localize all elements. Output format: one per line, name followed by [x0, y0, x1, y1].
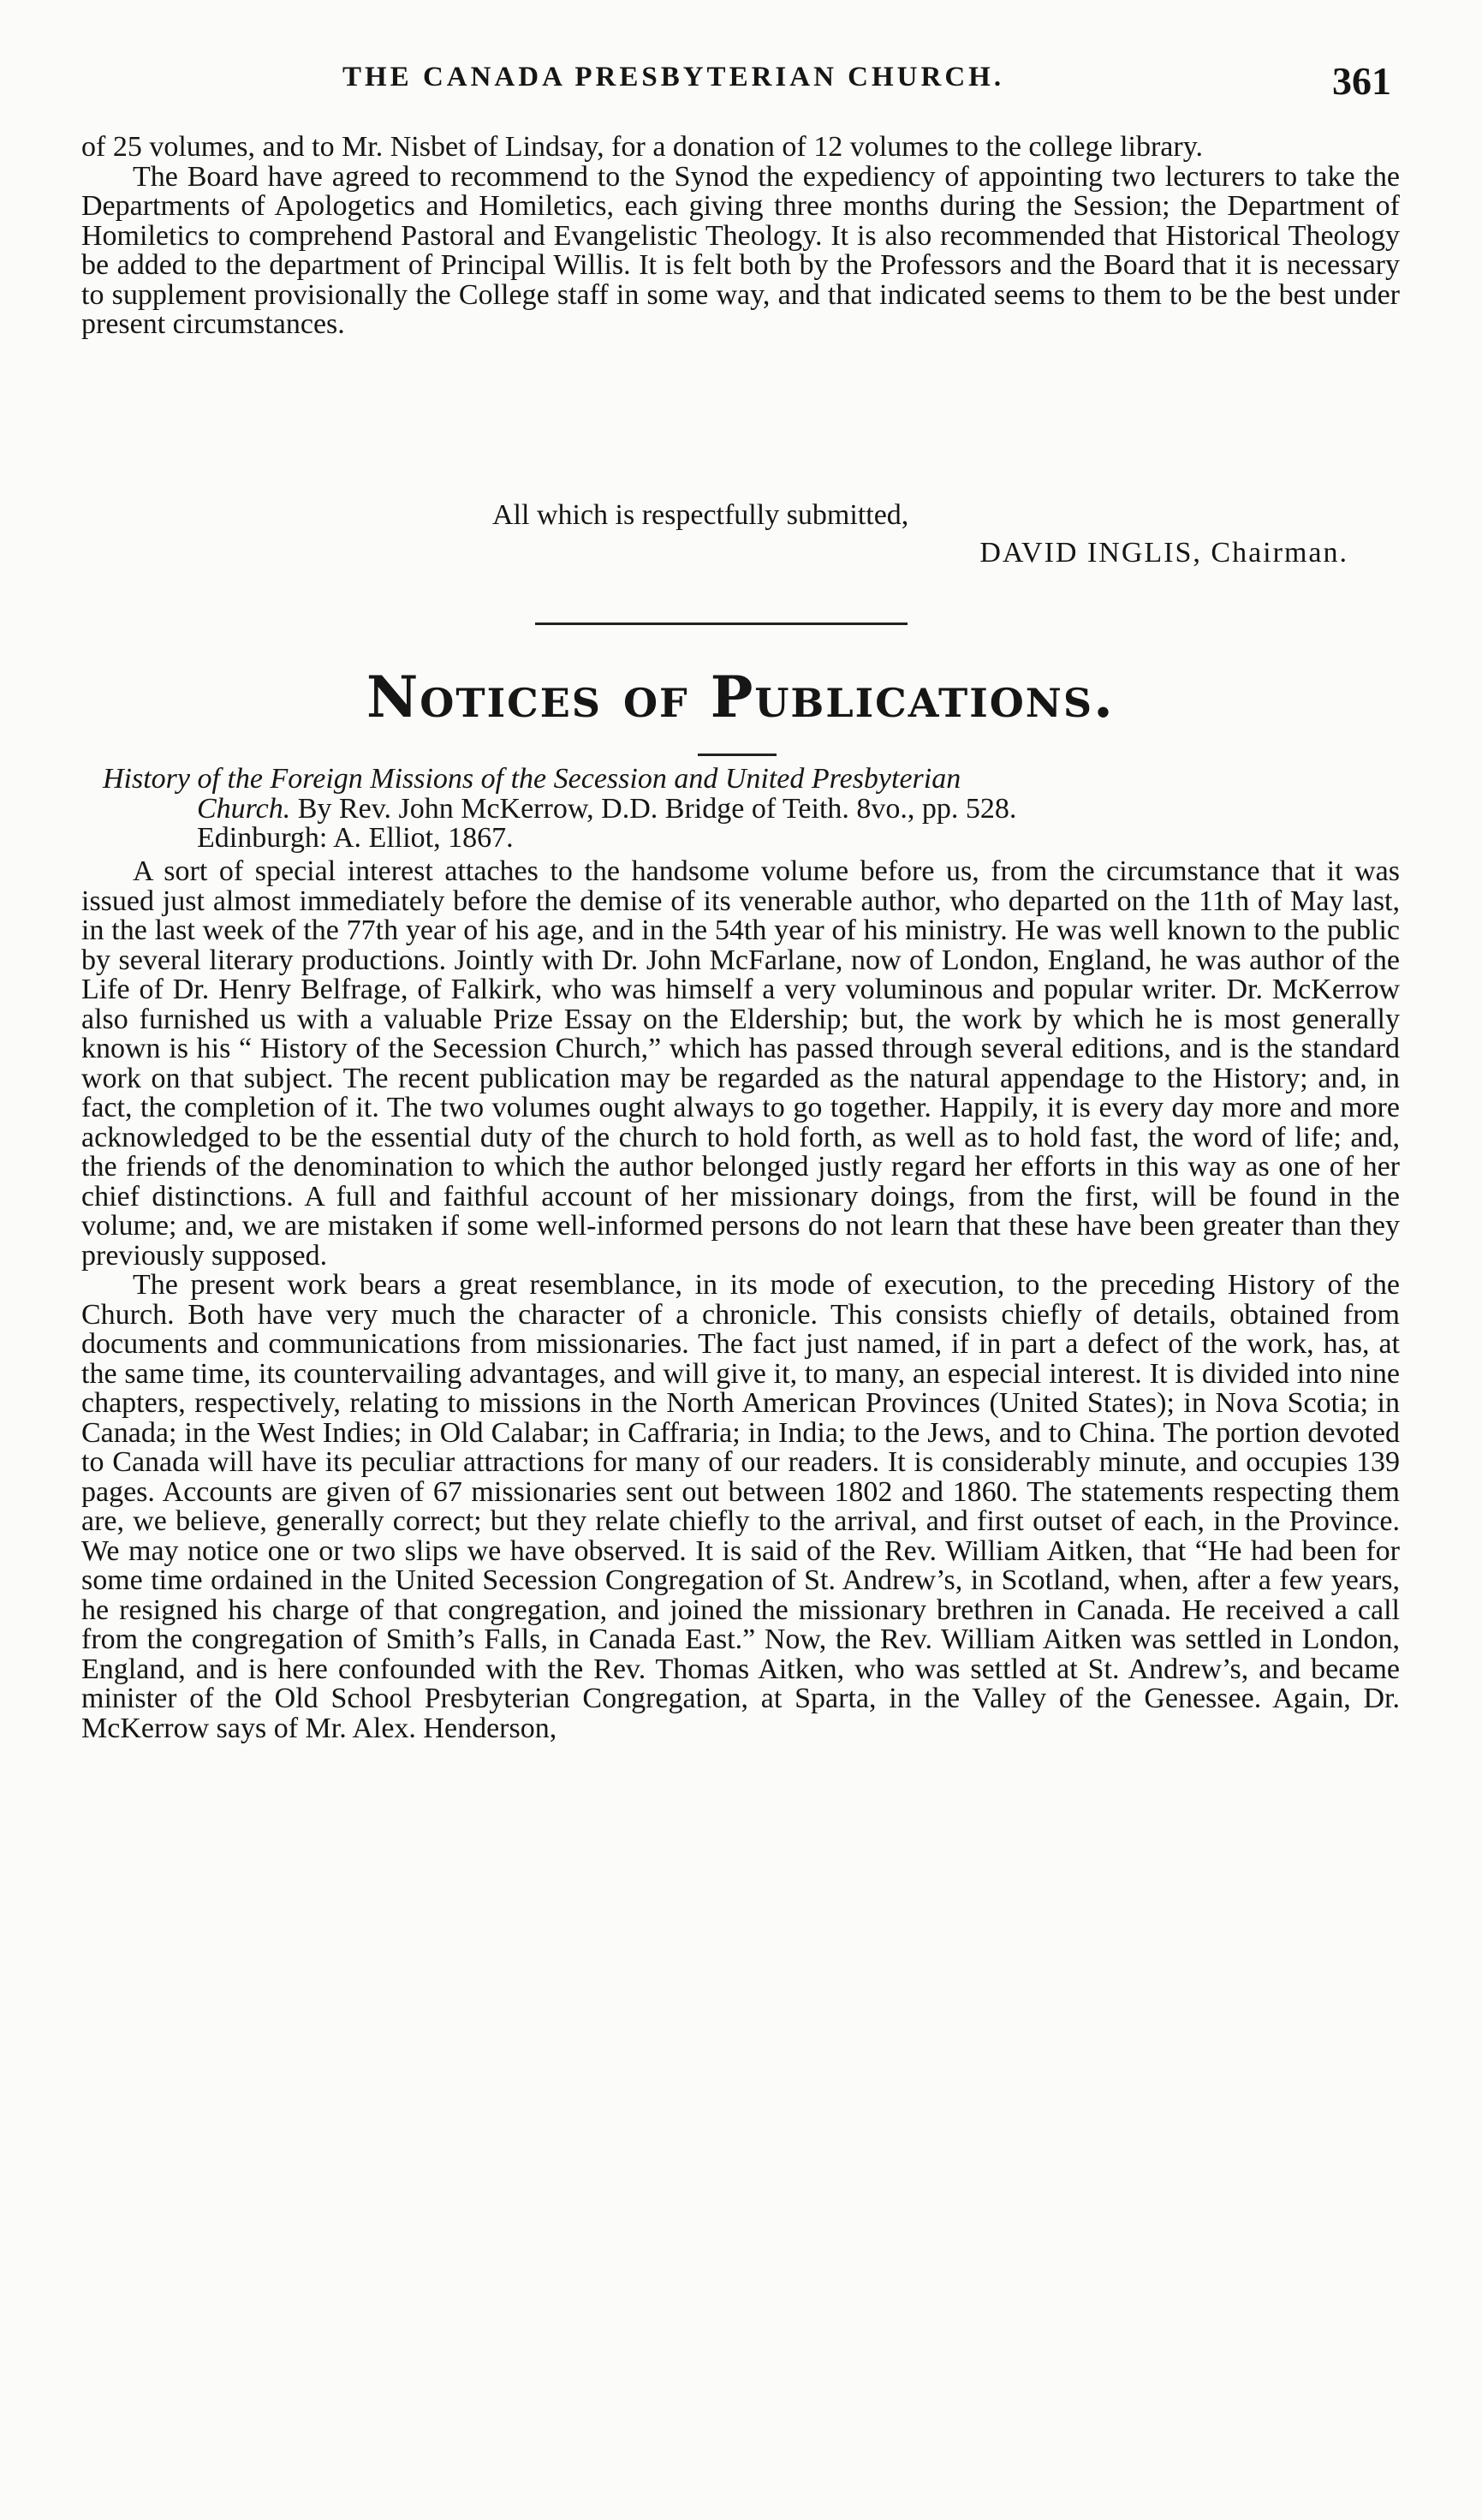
- report-paragraph-2: The Board have agreed to recommend to the Synod the expediency of appointing two lecturers to take the Departments of Apologetics and Homiletics, each giving three months during the Session; the Department of Homiletics to comprehend Pastoral and Evangelistic Theology. It is also recommended that Historical Theology be added to the department of Principal Willis. It is felt both by the Professors and the Board that it is necessary to supplement provisionally the College staff in some way, and that indicated seems to them to be the best under present circumstances.: [81, 160, 1400, 340]
- running-head: [81, 58, 1400, 110]
- citation-title-end: Church.: [197, 792, 291, 825]
- review-paragraph-1: A sort of special interest attaches to the handsome volume before us, from the circumstance that it was issued just almost immediately before the demise of its venerable author, who departed on the 11th of May last, in the last week of the 77th year of his age, and in the 54th year of his ministry. He was well known to the public by several literary productions. Jointly with Dr. John McFarlane, now of London, England, he was author of the Life of Dr. Henry Belfrage, of Falkirk, who was himself a very voluminous and popular writer. Dr. McKerrow also furnished us with a valuable Prize Essay on the Eldership; but, the work by which he is most generally known is his “ History of the Secession Church,” which has passed through several editions, and is the standard work on that subject. The recent publication may be regarded as the natural appendage to the History; and, in fact, the completion of it. The two volumes ought always to go together. Happily, it is every day more and more acknowledged to be the essential duty of the church to hold forth, as well as to hold fast, the word of life; and, the friends of the denomination to which the author belonged justly regard her efforts in this way as one of her chief distinctions. A full and faithful account of her missionary doings, from the first, will be found in the volume; and, we are mistaken if some well-informed persons do not learn that these have been greater than they previously supposed.: [81, 855, 1400, 1272]
- citation-author-details: By Rev. John McKerrow, D.D. Bridge of Teith. 8vo., pp. 528.: [297, 792, 1017, 825]
- citation-title: History of the Foreign Missions of the Secession and United Presbyterian: [103, 763, 961, 795]
- title-underline-rule: [698, 754, 777, 756]
- closing-signature: DAVID INGLIS, Chairman.: [979, 537, 1348, 569]
- section-title: Notices of Publications.: [366, 664, 1116, 730]
- report-continuation: [81, 133, 1400, 340]
- running-title: THE CANADA PRESBYTERIAN CHURCH.: [342, 62, 1005, 92]
- book-citation: [81, 765, 1400, 854]
- closing-submitted-line: All which is respectfully submitted,: [492, 499, 909, 531]
- report-paragraph-1: of 25 volumes, and to Mr. Nisbet of Lindsay, for a donation of 12 volumes to the college library.: [81, 131, 1203, 163]
- section-divider-rule: [535, 623, 908, 625]
- page-number: 361: [1332, 59, 1391, 103]
- review-body: [81, 857, 1400, 1743]
- citation-publisher: Edinburgh: A. Elliot, 1867.: [197, 822, 514, 854]
- review-paragraph-2: The present work bears a great resemblance, in its mode of execution, to the preceding History of the Church. Both have very much the character of a chronicle. This consists chiefly of details, obtained from documents and communications from missionaries. The fact just named, if in part a defect of the work, has, at the same time, its countervailing advantages, and will give it, to many, an especial interest. It is divided into nine chapters, respectively, relating to missions in the North American Provinces (United States); in Nova Scotia; in Canada; in the West Indies; in Old Calabar; in Caffraria; in India; to the Jews, and to China. The portion devoted to Canada will have its peculiar attractions for many of our readers. It is considerably minute, and occupies 139 pages. Accounts are given of 67 missionaries sent out between 1802 and 1860. The statements respecting them are, we believe, generally correct; but they relate chiefly to the arrival, and first outset of each, in the Province. We may notice one or two slips we have observed. It is said of the Rev. William Aitken, that “He had been for some time ordained in the United Secession Congregation of St. Andrew’s, in Scotland, when, after a few years, he resigned his charge of that congregation, and joined the missionary brethren in Canada. He received a call from the congregation of Smith’s Falls, in Canada East.” Now, the Rev. William Aitken was settled in London, England, and is here confounded with the Rev. Thomas Aitken, who was settled at St. Andrew’s, and became minister of the Old School Presbyterian Congregation, at Sparta, in the Valley of the Genessee. Again, Dr. McKerrow says of Mr. Alex. Henderson,: [81, 1269, 1400, 1744]
